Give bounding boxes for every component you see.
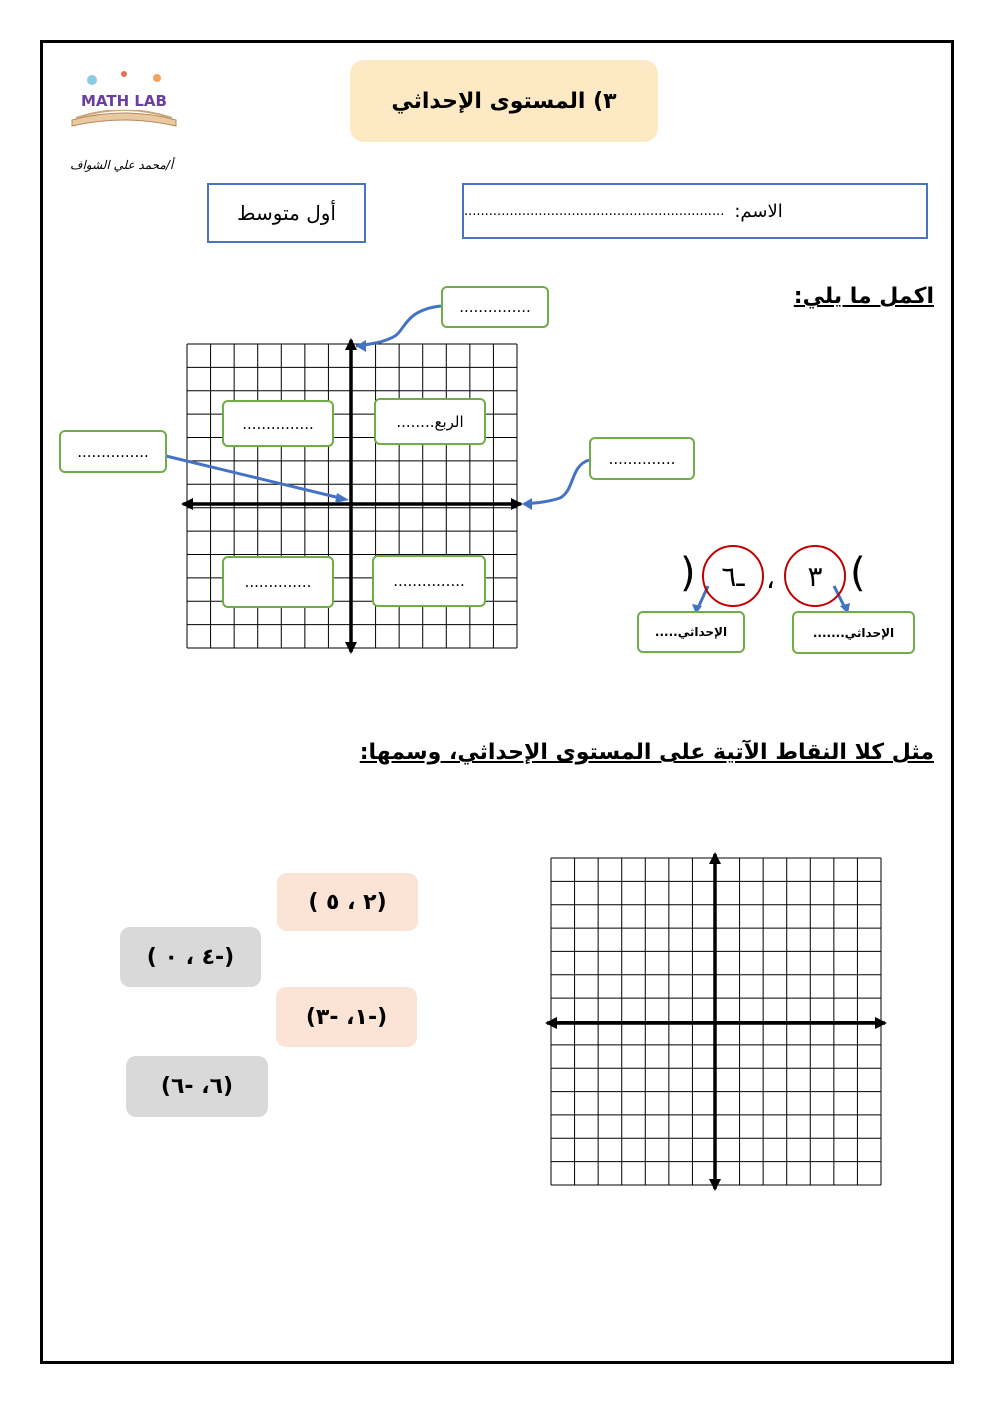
grade-text: أول متوسط: [237, 201, 336, 225]
section1-heading: اكمل ما يلي:: [793, 284, 934, 309]
origin-label-box[interactable]: [59, 430, 167, 473]
arrow-x-axis: [524, 460, 589, 504]
pair-comma: ،: [766, 562, 776, 595]
first-coordinate: ٣: [807, 559, 823, 593]
quadrant-4-blank: ...............: [393, 572, 465, 590]
y-axis-blank: ...............: [459, 298, 531, 316]
quadrant-1-box[interactable]: [374, 398, 486, 445]
second-coordinate-circle: [702, 545, 764, 607]
quadrant-2-box[interactable]: [222, 400, 334, 447]
arrow-y-axis-head: [356, 340, 366, 352]
quadrant-2-blank: ...............: [242, 414, 314, 433]
coordinate-grid-2: [545, 852, 887, 1191]
section2-diagram: [0, 840, 992, 1200]
second-coordinate-label: الإحداثي.....: [654, 625, 728, 639]
title-text: ٣) المستوى الإحداثي: [391, 88, 617, 114]
teacher-name: أ/محمد علي الشواف: [70, 158, 174, 172]
x-axis-label-box[interactable]: [589, 437, 695, 480]
arrow-y-axis: [356, 306, 441, 346]
arrow-origin: [166, 456, 340, 498]
first-coordinate-label: الإحداثي.......: [812, 625, 895, 640]
paren-close: ): [680, 550, 696, 596]
point-4: (٦، -٦): [160, 1074, 234, 1099]
second-coordinate: ـ٦: [721, 559, 745, 593]
paren-open: (: [850, 550, 866, 596]
first-coordinate-label-box[interactable]: [792, 611, 915, 654]
quadrant-3-box[interactable]: [222, 556, 334, 608]
origin-blank: ...............: [77, 442, 149, 461]
quadrant-4-box[interactable]: [372, 555, 486, 607]
point-3: (-١، -٣): [305, 1004, 388, 1030]
point-1: (٢ ، ٥ ): [308, 889, 387, 915]
y-axis-label-box[interactable]: [441, 286, 549, 328]
second-coordinate-label-box[interactable]: [637, 611, 745, 653]
name-label: الاسم:: [734, 200, 783, 222]
quadrant-3-blank: ..............: [244, 573, 312, 591]
point-2: (-٤ ، ٠ ): [146, 944, 235, 970]
logo-text: MATH LAB: [81, 92, 167, 110]
arrow-origin-head: [335, 493, 349, 503]
arrow-x-axis-head: [522, 498, 532, 510]
first-coordinate-circle: [784, 545, 846, 607]
section2-heading: مثل كلا النقاط الآتية على المستوى الإحداثي، وسمها:: [359, 740, 934, 765]
x-axis-blank: ..............: [608, 449, 676, 468]
quadrant-1-text: الربع........: [396, 412, 464, 431]
name-blank[interactable]: ...............................................................: [464, 203, 725, 219]
